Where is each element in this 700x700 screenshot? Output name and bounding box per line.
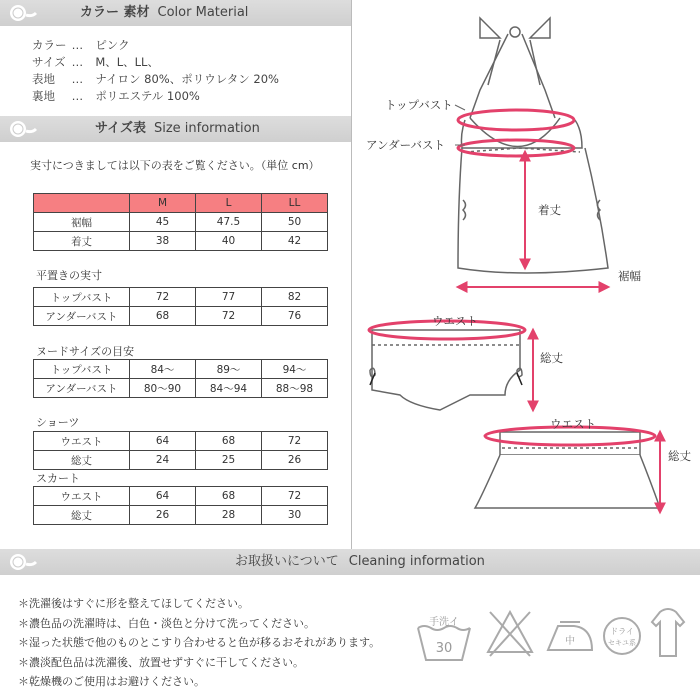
rose-icon: [4, 550, 38, 574]
section-title-jp: お取扱いについて: [235, 554, 339, 569]
table-row: トップバスト 84～ 89～ 94～: [34, 360, 328, 379]
table-row: 総丈 26 28 30: [34, 506, 328, 525]
cleaning-list: [18, 594, 380, 692]
list-item: ＊濃淡配色品は洗濯後、放置せずすぐに干してください。: [18, 655, 304, 669]
top-bust-arrow: [458, 110, 574, 130]
table-row: アンダーバスト 80～90 84～94 88～98: [34, 379, 328, 398]
hand-wash-icon: [418, 626, 470, 660]
label-shorts-waist: ウエスト: [432, 314, 478, 328]
caption-flat: 平置きの実寸: [36, 269, 102, 282]
section-title-en: Color Material: [157, 5, 249, 20]
halter-top-drawing: [458, 18, 608, 273]
spec-row: サイズ … M、L、LL、: [32, 55, 159, 69]
label-hem: 裾幅: [618, 269, 641, 283]
header-cleaning-information: [0, 549, 700, 575]
list-item: ＊洗濯後はすぐに形を整えてほしてください。: [18, 597, 249, 610]
section-title-en: Size information: [153, 121, 260, 136]
list-item: ＊濃色品の洗濯時は、白色・淡色と分けて洗ってください。: [18, 616, 315, 630]
caption-skirt: スカート: [36, 472, 80, 485]
label-skirt-waist: ウエスト: [550, 417, 596, 431]
table-row: 総丈 24 25 26: [34, 451, 328, 470]
table-row: トップバスト 72 77 82: [34, 288, 328, 307]
dry-clean-sub: セキユ系: [608, 639, 636, 647]
dry-clean-label: ドライ: [610, 627, 634, 636]
wash-temperature: 30: [435, 641, 453, 656]
label-under-bust: アンダーバスト: [366, 138, 446, 152]
label-length: 着丈: [538, 203, 561, 217]
shorts-drawing: [370, 330, 522, 410]
no-bleach-icon: [488, 612, 532, 656]
spec-row: 表地 … ナイロン 80%、ポリウレタン 20%: [32, 72, 279, 86]
label-skirt-length: 総丈: [668, 449, 691, 463]
table-row: アンダーバスト 68 72 76: [34, 307, 328, 326]
table-row: ウエスト 64 68 72: [34, 487, 328, 506]
spec-row: 裏地 … ポリエステル 100%: [32, 89, 200, 103]
table-row: 裾幅 45 47.5 50: [34, 213, 328, 232]
section-title-en: Cleaning information: [348, 554, 485, 569]
dry-clean-icon: [604, 618, 640, 654]
iron-temp-label: 中: [565, 636, 575, 647]
hand-wash-label: 手洗イ: [429, 617, 459, 628]
table-header-row: M L LL: [34, 194, 328, 213]
list-item: ＊湿った状態で他のものとこすり合わせると色が移るおそれがあります。: [18, 636, 381, 649]
list-item: ＊乾燥機のご使用はお避けください。: [18, 675, 205, 688]
table-row: 着丈 38 40 42: [34, 232, 328, 251]
section-title-jp: カラー 素材: [80, 5, 150, 20]
hang-dry-icon: [652, 609, 684, 656]
caption-shorts: ショーツ: [36, 416, 80, 429]
spec-row: カラー … ピンク: [32, 38, 130, 52]
label-shorts-length: 総丈: [540, 351, 563, 365]
label-top-bust: トップバスト: [385, 98, 453, 112]
size-note: 実寸につきましては以下の表をご覧ください。（単位 cm）: [30, 159, 320, 172]
table-row: ウエスト 64 68 72: [34, 432, 328, 451]
caption-nude: ヌードサイズの目安: [36, 345, 135, 358]
section-title-jp: サイズ表: [95, 121, 146, 136]
iron-icon: [548, 622, 592, 650]
